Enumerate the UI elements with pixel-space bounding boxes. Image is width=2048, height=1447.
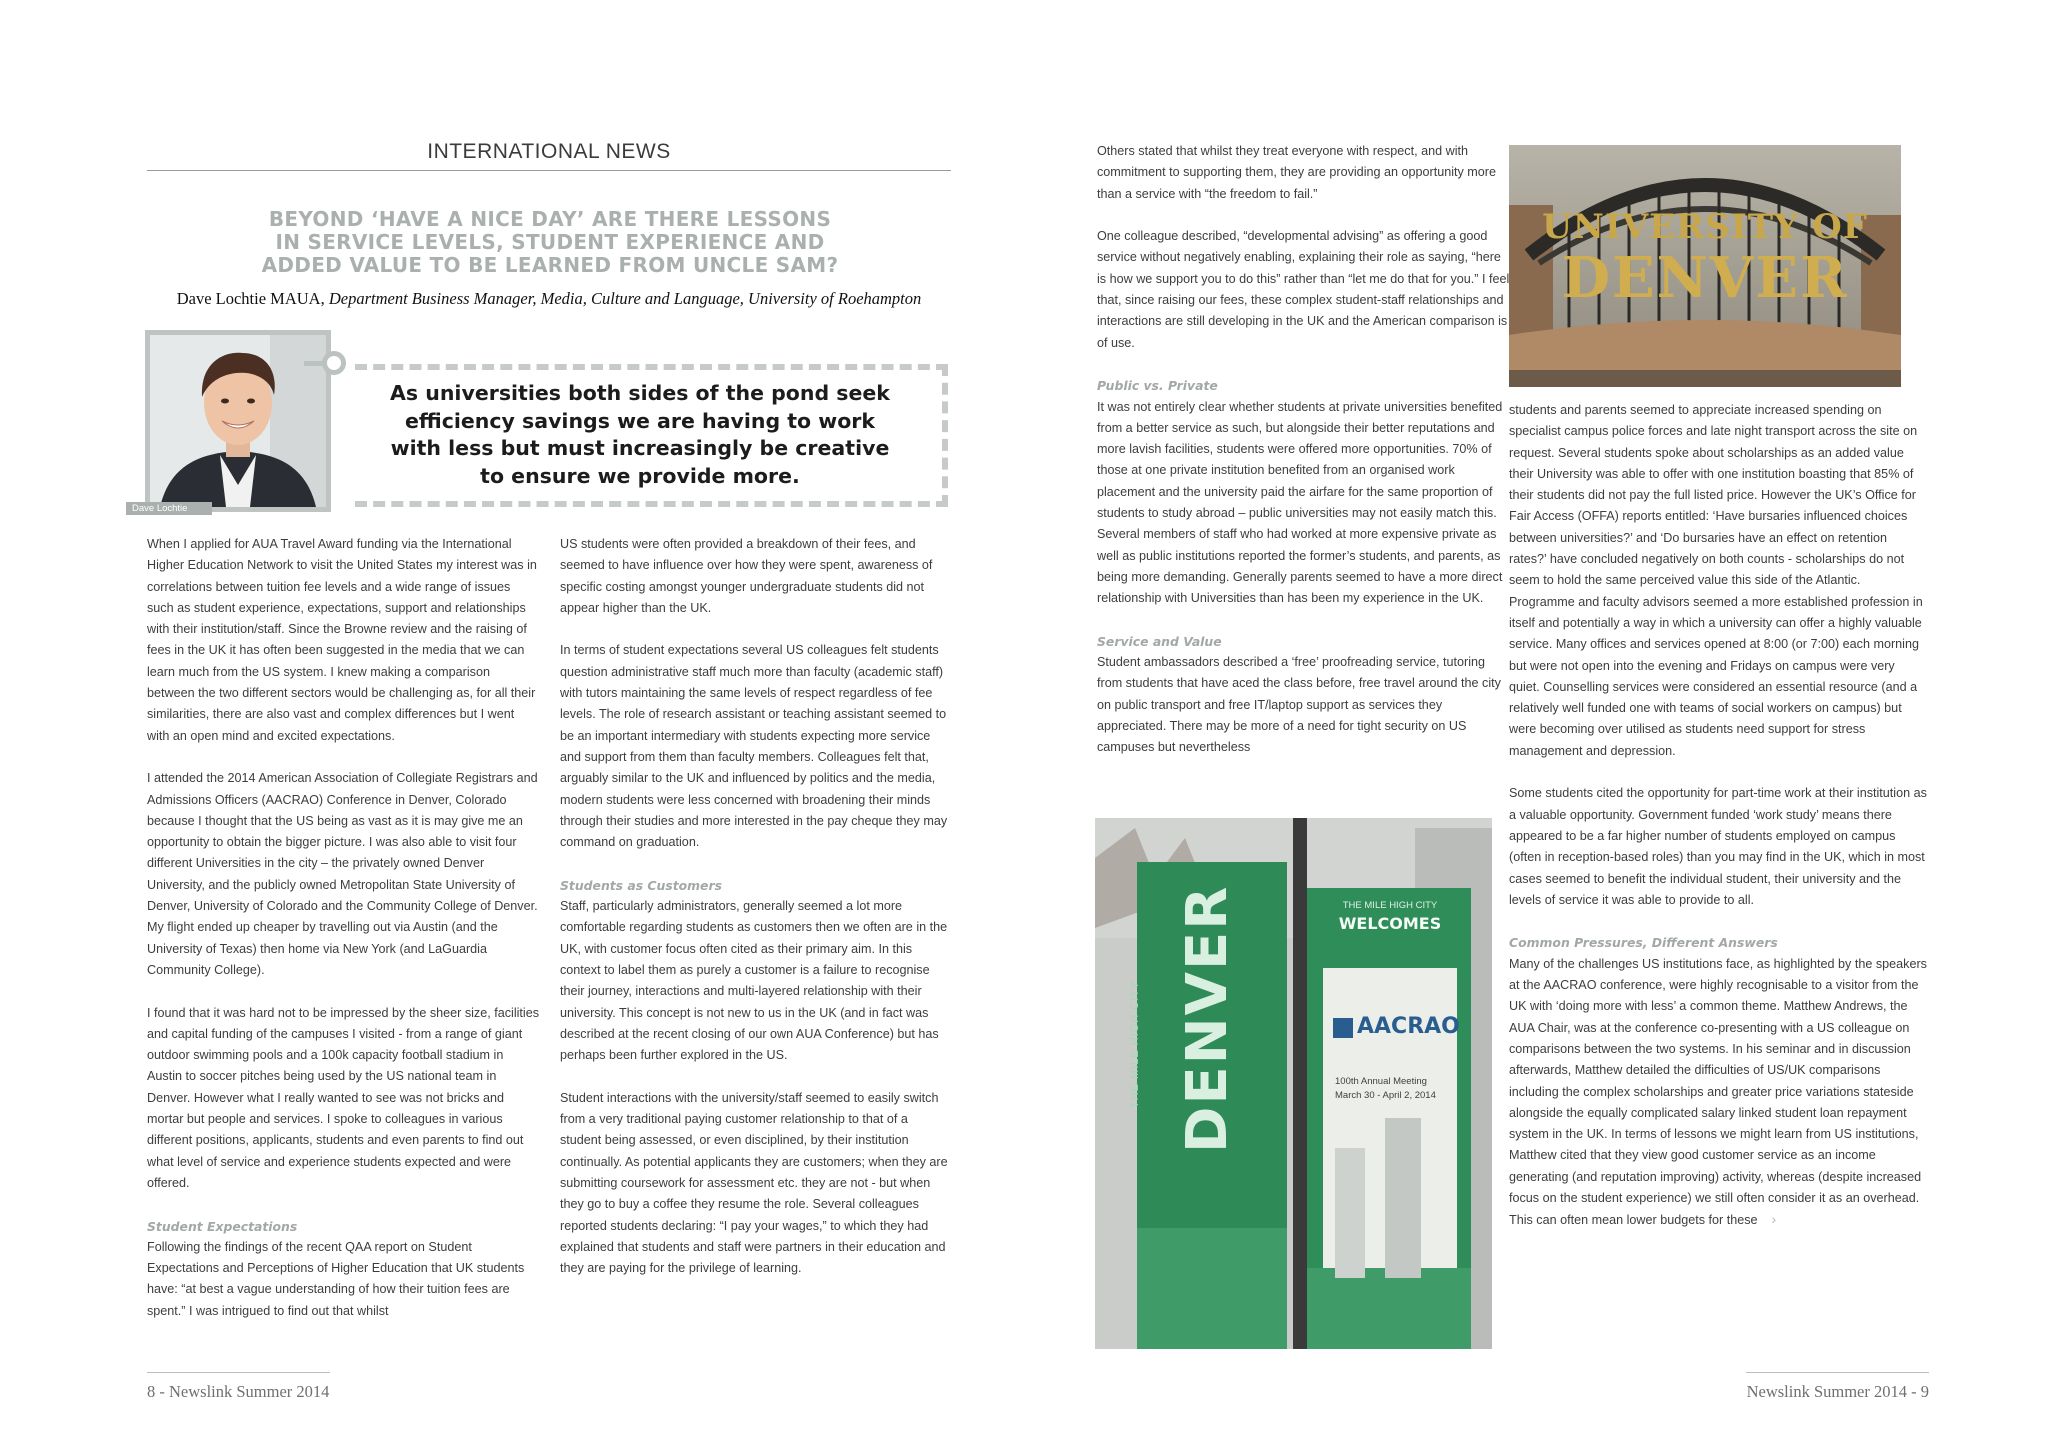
subheading: Students as Customers xyxy=(560,877,722,893)
section-header: INTERNATIONAL NEWS xyxy=(147,140,951,171)
banner-right-dates: March 30 - April 2, 2014 xyxy=(1335,1090,1436,1101)
paragraph: In terms of student expectations several US colleagues felt students question administrative staff much more than faculty (academic staff) with tutors maintaining the same levels of respect regardless of fee levels. The role of research assistant or teaching assistant seemed to be an important intermediary with students expecting more service and support from them than faculty members. Colleagues felt that, arguably similar to the UK and influenced by politics and the media, modern students were less concerned with broadening their minds through their studies and more interested in the pay cheque they may command on graduation. xyxy=(560,643,948,850)
denver-banners-photo xyxy=(1095,818,1492,1349)
headline-line: IN SERVICE LEVELS, STUDENT EXPERIENCE AND xyxy=(275,230,825,254)
byline xyxy=(147,289,951,309)
paragraph-text: Many of the challenges US institutions face, as highlighted by the speakers at the AACRAO conference, were highly recognisable to a visitor from the UK with ‘doing more with less’ a common theme. Matthew Andrews, the AUA Chair, was at the conference co-presenting with a US colleague on comparisons between the two systems. In his seminar and in discussion afterwards, Matthew detailed the difficulties of US/UK comparisons including the complex scholarships and greater price variations stateside alongside the equally complicated salary linked student loan repayment system in the UK. In terms of lessons we might learn from US institutions, Matthew cited that they view good customer service as an income generating (and reputation improving) activity, whereas (despite increased focus on the student experience) we still often consider it as an overhead. This can often mean lower budgets for these xyxy=(1509,956,1927,1228)
pull-quote-line: to ensure we provide more. xyxy=(480,463,800,488)
headline-line: ADDED VALUE TO BE LEARNED FROM UNCLE SAM? xyxy=(261,253,839,277)
page-footer: 8 - Newslink Summer 2014 xyxy=(147,1382,330,1401)
headline-line: BEYOND ‘HAVE A NICE DAY’ ARE THERE LESSONS xyxy=(268,207,832,231)
paragraph xyxy=(1509,954,1927,1232)
gate-sign-line1: UNIVERSITY OF xyxy=(1542,207,1868,247)
paragraph: Student interactions with the university/staff seemed to easily switch from a very traditional paying customer relationship to that of a student being assessed, or even disciplined, by their institution continually. As potential applicants they are customers; when they are submitting coursework for assessment etc. they are not - but when they go to buy a coffee they resume the role. Several colleagues reported students declaring: “I pay your wages,” to which they had explained that students and staff were partners in their education and they are paying for the privilege of learning. xyxy=(560,1090,948,1276)
pull-quote-line: with less but must increasingly be creative xyxy=(390,436,890,460)
left-column-2 xyxy=(560,534,950,1301)
author-photo xyxy=(145,330,331,512)
subheading: Student Expectations xyxy=(147,1218,298,1234)
paragraph: One colleague described, “developmental advising” as offering a good service without negatively enabling, explaining their role as saying, “here is how we support you to do this” rather than “let me do that for you.” I feel that, since raising our fees, these complex student-staff relationships and interactions are still developing in the UK and the American comparison is of use. xyxy=(1097,229,1510,350)
banner-right-tagline: THE MILE HIGH CITY xyxy=(1342,900,1438,911)
subheading: Common Pressures, Different Answers xyxy=(1509,935,1778,951)
footer-rule xyxy=(147,1372,330,1373)
banner-right-welcomes: WELCOMES xyxy=(1338,914,1442,933)
right-page xyxy=(1024,0,2048,1447)
byline-role: Department Business Manager, Media, Culture and Language, University of Roehampton xyxy=(328,289,922,308)
page-footer: Newslink Summer 2014 - 9 xyxy=(1746,1382,1929,1401)
pull-quote xyxy=(360,380,920,490)
aacrao-logo: AACRAO xyxy=(1357,1014,1460,1039)
banner-left-title: DENVER xyxy=(1175,884,1240,1153)
right-column-2 xyxy=(1509,400,1927,1232)
photo-caption: Dave Lochtie xyxy=(126,502,212,515)
continue-arrow-icon: › xyxy=(1771,1211,1777,1228)
paragraph: Student ambassadors described a ‘free’ proofreading service, tutoring from students that have aced the class before, free travel around the city on public transport and free IT/laptop support as services they appreciated. There may be more of a need for tight security on US campuses but nevertheless xyxy=(1097,655,1501,755)
banner-right-event: 100th Annual Meeting xyxy=(1335,1076,1427,1087)
paragraph: US students were often provided a breakdown of their fees, and seemed to have influence over how they were spent, awareness of specific costing amongst younger undergraduate students did not appear higher than the UK. xyxy=(560,537,933,615)
subheading: Public vs. Private xyxy=(1097,378,1218,394)
connector-line xyxy=(304,361,324,366)
paragraph: Staff, particularly administrators, generally seemed a lot more comfortable regarding students as customers then we often are in the UK, with customer focus often cited as their primary aim. In this context to label them as purely a customer is a failure to recognise their journey, interactions and multi-layered relationship with their university. This concept is not new to us in the UK (and in fact was described at the recent closing of our own AUA Conference) but has perhaps been further explored in the US. xyxy=(560,899,948,1063)
university-gate-photo xyxy=(1509,145,1901,387)
paragraph: I found that it was hard not to be impressed by the sheer size, facilities and capital funding of the campuses I visited - from a range of giant outdoor swimming pools and a 100k capacity football stadium in Austin to soccer pitches being used by the US national team in Denver. However what I really wanted to see was not bricks and mortar but people and services. I spoke to colleagues in various different positions, applicants, students and even parents to find out what level of service and experience students expected and were offered. xyxy=(147,1005,540,1190)
pull-quote-line: efficiency savings we are having to work xyxy=(404,408,876,433)
paragraph: Others stated that whilst they treat everyone with respect, and with commitment to supporting them, they are providing an opportunity more than a service with “the freedom to fail.” xyxy=(1097,144,1497,201)
article-headline xyxy=(200,208,900,277)
paragraph: students and parents seemed to appreciate increased spending on specialist campus police forces and late night transport across the site on request. Several students spoke about scholarships as an added value their University was able to offer with one institution boasting that 85% of their students did not pay the full listed price. However the UK’s Office for Fair Access (OFFA) reports entitled: ‘Have bursaries influenced choices between universities?’ and ‘Do bursaries have an effect on retention rates?’ have concluded negatively on both counts - scholarships do not seem to hold the same perceived value this side of the Atlantic. Programme and faculty advisors seemed a more established profession in itself and potentially a way in which a university can offer a highly valuable service. Many offices and services opened at 8:00 (or 7:00) each morning but were not open into the evening and Fridays on campus were very quiet. Counselling services were considered an essential resource (and a relatively well funded one with teams of social workers on campus) but were becoming over utilised as students need support for stress management and depression. xyxy=(1509,403,1923,758)
paragraph: Some students cited the opportunity for part-time work at their institution as a valuable opportunity. Government funded ‘work study’ means there appeared to be a far higher number of students employed on campus (often in reception-based roles) than you may find in the UK, which in most cases seemed to benefit the individual student, their university and the levels of service it was able to provide to all. xyxy=(1509,786,1927,907)
connector-circle xyxy=(322,351,346,375)
banner-left-tagline: THE MILE HIGH CITY xyxy=(1129,980,1141,1108)
footer-rule xyxy=(1746,1372,1929,1373)
gate-sign-line2: DENVER xyxy=(1561,245,1849,311)
pull-quote-line: As universities both sides of the pond seek xyxy=(390,381,890,405)
subheading: Service and Value xyxy=(1097,633,1222,649)
paragraph: Following the findings of the recent QAA report on Student Expectations and Perceptions of Higher Education that UK students have: “at best a vague understanding of how their tuition fees are spent.” I was intrigued to find out that whilst xyxy=(147,1239,525,1318)
paragraph: I attended the 2014 American Association of Collegiate Registrars and Admissions Officers (AACRAO) Conference in Denver, Colorado because I thought that the US being as vast as it is may give me an opportunity to obtain the bigger picture. I was also able to visit four different Universities in the city – the privately owned Denver University, and the publicly owned Metropolitan State University of Denver, University of Colorado and the Community College of Denver. My flight ended up cheaper by travelling out via Austin (and the University of Texas) then home via New York (and LaGuardia Community College). xyxy=(147,771,538,977)
left-column-1 xyxy=(147,534,539,1343)
paragraph: When I applied for AUA Travel Award funding via the International Higher Education Network to visit the United States my interest was in correlations between tuition fee levels and a wide range of issues such as student experience, expectations, support and relationships with their institution/staff. Since the Browne review and the raising of fees in the UK it has often been suggested in the media that we can learn much from the US system. I knew making a comparison between the two different sectors would be challenging as, for all their similarities, there are also vast and complex differences but I went with an open mind and excited expectations. xyxy=(147,537,537,743)
byline-name: Dave Lochtie MAUA, xyxy=(176,289,325,308)
right-column-1 xyxy=(1097,141,1511,780)
paragraph: It was not entirely clear whether students at private universities benefited from a better service as such, but alongside their better reputations and more lavish facilities, students were offered more opportunities. 70% of those at one private institution benefited from an organised work placement and the university paid the airfare for the same proportion of students to study abroad – public universities may not easily match this. Several members of staff who had worked at more expensive private as well as public institutions reported the former’s students, and parents, as being more demanding. Generally parents seemed to have a more direct relationship with Universities than has been my experience in the UK. xyxy=(1097,399,1503,606)
